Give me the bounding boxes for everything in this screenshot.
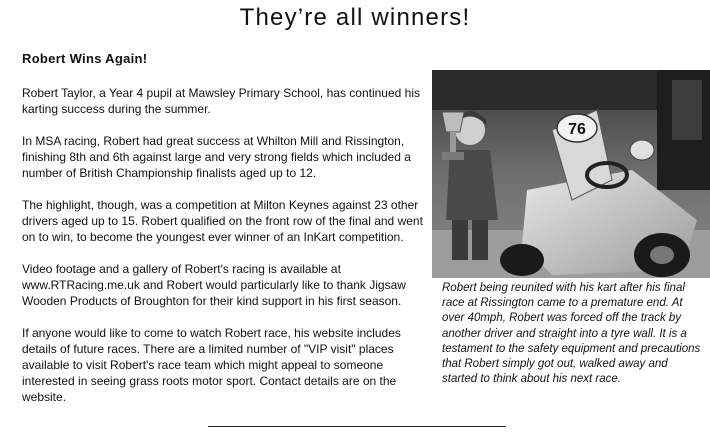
article-paragraph: The highlight, though, was a competition at Milton Keynes against 23 other drivers aged up to 15. Robert qualified on the front row of the final and went on to win, to become the youngest ever winner of an InKart competition. <box>22 198 423 244</box>
kart-photo-icon <box>432 70 710 278</box>
article-paragraph: If anyone would like to come to watch Robert race, his website includes details of future races. There are a limited number of "VIP visit" places available to visit Robert's race team which might appeal to someone interested in seeing grass roots motor sport. Contact details are on the website. <box>22 326 401 404</box>
photo-caption: Robert being reunited with his kart after his final race at Rissington came to a premature end. At over 40mph, Robert was forced off the track by another driver and straight into a tyre wall. It is a testament to the safety equipment and precautions that Robert simply got out, walked away and started to think about his next race. <box>442 282 701 386</box>
article-paragraph: Video footage and a gallery of Robert's racing is available at www.RTRacing.me.uk and Robert would particularly like to thank Jigsaw Wooden Products of Broughton for their kind support in his first season. <box>22 262 406 308</box>
page-title: They’re all winners! <box>239 4 471 31</box>
kart-number: 76 <box>568 121 586 138</box>
article-headline: Robert Wins Again! <box>22 51 148 66</box>
article-paragraph: In MSA racing, Robert had great success at Whilton Mill and Rissington, finishing 8th and 6th against large and very strong fields which included a number of British Championship finalists aged up to 12. <box>22 134 411 180</box>
kart-photo <box>432 70 710 278</box>
divider <box>208 426 506 427</box>
article-paragraph: Robert Taylor, a Year 4 pupil at Mawsley Primary School, has continued his karting success during the summer. <box>22 86 420 116</box>
article-body <box>22 85 432 421</box>
